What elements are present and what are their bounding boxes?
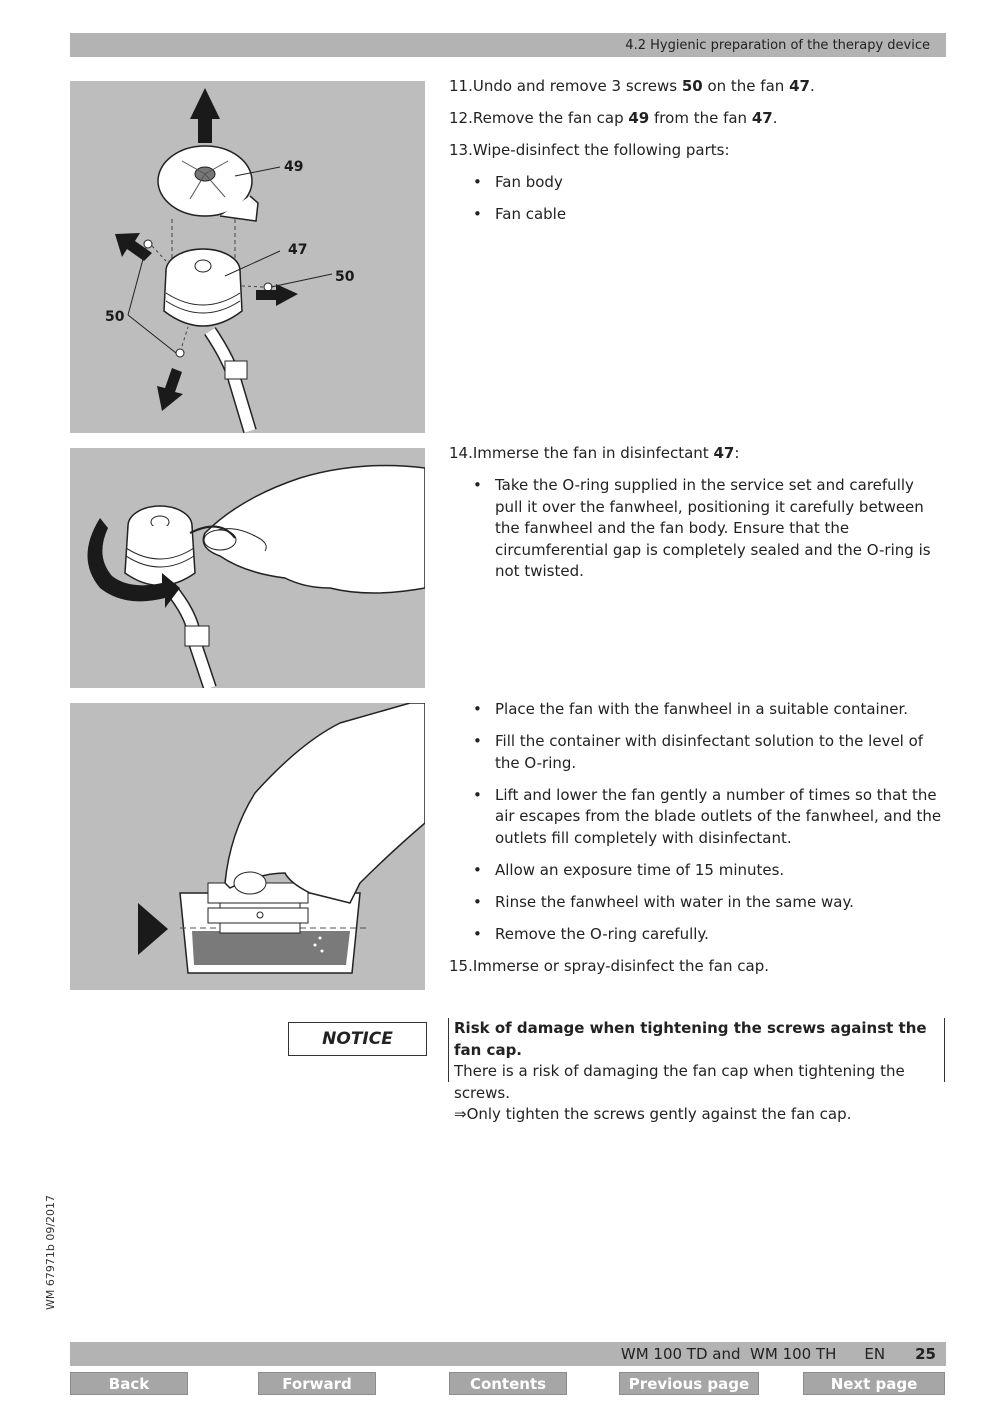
document-code: WM 67971b 09/2017 xyxy=(44,1194,57,1310)
play-arrow-icon xyxy=(138,903,168,955)
list-item: • Lift and lower the fan gently a number of times so that the air escapes from the blade outlets of the fanwheel, and the outlets fill completely with disinfectant. xyxy=(449,785,943,850)
list-item: • Take the O-ring supplied in the service set and carefully pull it over the fanwheel, positioning it carefully between the fanwheel and the fan body. Ensure that the circumferential gap is completely sealed and the O-ring is not twisted. xyxy=(449,475,943,583)
step-12: 12.Remove the fan cap 49 from the fan 47. xyxy=(449,109,778,127)
forward-button[interactable]: Forward xyxy=(258,1372,376,1395)
step-14 xyxy=(449,443,949,593)
language-code: EN xyxy=(864,1345,886,1363)
fan-disassembly-drawing xyxy=(70,81,425,433)
page-footer xyxy=(70,1342,946,1366)
step-15: 15.Immerse or spray-disinfect the fan cap. xyxy=(449,956,769,975)
step-14-continued xyxy=(449,699,949,988)
contents-button[interactable]: Contents xyxy=(449,1372,567,1395)
page-header xyxy=(70,33,946,57)
fan-disassembly-illustration xyxy=(70,81,425,433)
callout-50-left: 50 xyxy=(105,309,125,325)
section-title: 4.2 Hygienic preparation of the therapy device xyxy=(625,37,930,53)
notice-title: Risk of damage when tightening the screws against the fan cap. xyxy=(454,1019,927,1059)
product-name: WM 100 TD and WM 100 TH xyxy=(620,1345,837,1363)
notice-action: ⇒Only tighten the screws gently against the fan cap. xyxy=(454,1105,852,1123)
list-item: • Allow an exposure time of 15 minutes. xyxy=(449,860,943,882)
list-item: • Fan cable xyxy=(449,204,949,226)
list-item: • Place the fan with the fanwheel in a suitable container. xyxy=(449,699,943,721)
callout-47: 47 xyxy=(288,242,308,258)
list-item: • Fill the container with disinfectant solution to the level of the O-ring. xyxy=(449,731,943,774)
previous-page-button[interactable]: Previous page xyxy=(619,1372,759,1395)
immersion-drawing xyxy=(70,703,425,990)
immersion-list xyxy=(449,699,949,945)
callout-49: 49 xyxy=(284,159,304,175)
callout-50-right: 50 xyxy=(335,269,355,285)
wipe-parts-list xyxy=(449,172,949,226)
list-item: • Remove the O-ring carefully. xyxy=(449,924,943,946)
arrow-down-icon xyxy=(157,368,183,411)
o-ring-illustration xyxy=(70,448,425,688)
next-page-button[interactable]: Next page xyxy=(803,1372,945,1395)
notice-text xyxy=(448,1018,945,1123)
o-ring-list xyxy=(449,475,949,583)
implies-arrow-icon: ⇒ xyxy=(454,1105,467,1123)
o-ring-drawing xyxy=(70,448,425,688)
step-13: 13.Wipe-disinfect the following parts: xyxy=(449,141,730,159)
step-11: 11.Undo and remove 3 screws 50 on the fan 47. xyxy=(449,77,815,95)
immersion-illustration xyxy=(70,703,425,990)
steps-11-13 xyxy=(449,76,949,236)
notice-label: NOTICE xyxy=(288,1022,427,1056)
step-14-heading: 14.Immerse the fan in disinfectant 47: xyxy=(449,444,740,462)
list-item: • Rinse the fanwheel with water in the same way. xyxy=(449,892,943,914)
page-number: 25 xyxy=(915,1345,936,1363)
notice-body: There is a risk of damaging the fan cap when tightening the screws. xyxy=(454,1062,905,1102)
up-arrow-icon xyxy=(190,88,220,143)
list-item: • Fan body xyxy=(449,172,949,194)
back-button[interactable]: Back xyxy=(70,1372,188,1395)
